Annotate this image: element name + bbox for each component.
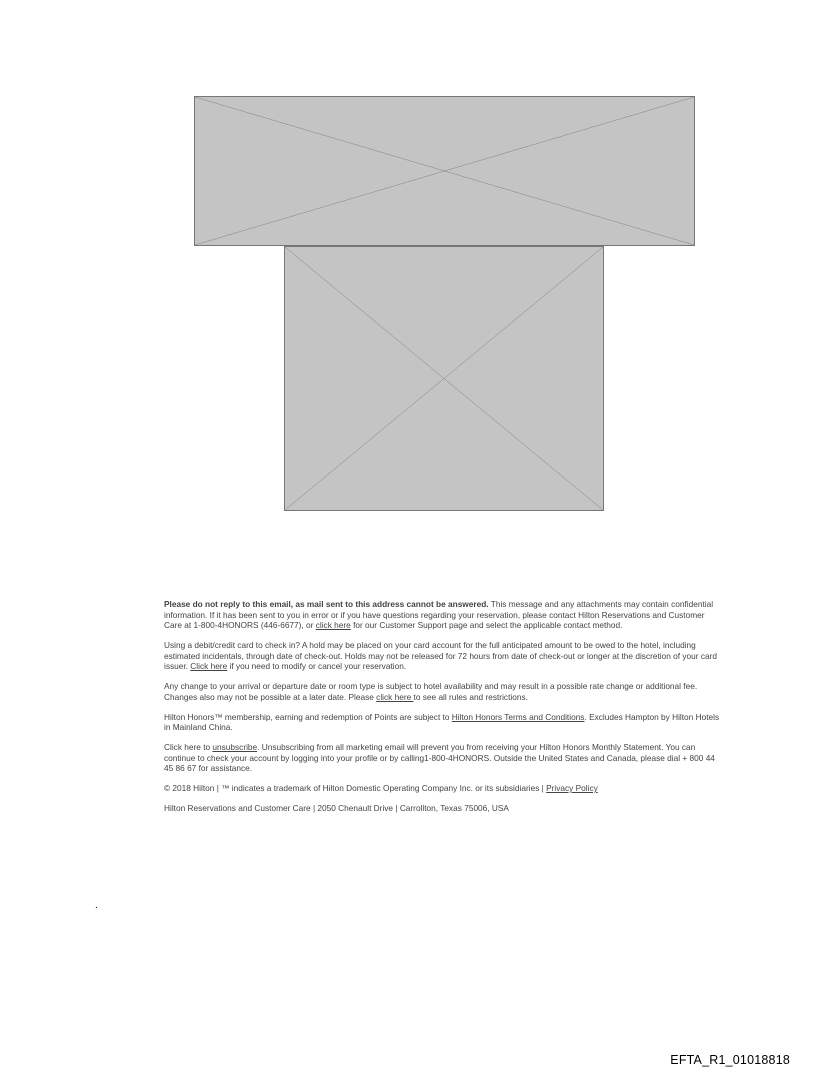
unsubscribe-link[interactable]: unsubscribe <box>212 742 258 752</box>
card-hold-text: Using a debit/credit card to check in? A hold may be placed on your card account for the full anticipated amount to be owed to the hotel, including estimated incidentals, through date of check-out. Holds may not be released for 72 hours from date of check-out or longer at the discretion of your card issuer. <box>164 640 717 671</box>
customer-support-link[interactable]: click here <box>315 620 351 630</box>
banner-image-placeholder <box>194 96 695 246</box>
honors-terms-link[interactable]: Hilton Honors Terms and Conditions <box>451 711 585 722</box>
unsubscribe-notice <box>164 742 724 774</box>
card-hold-text-end: if you need to modify or cancel your reservation. <box>227 661 407 671</box>
privacy-policy-link[interactable]: Privacy Policy <box>546 783 598 793</box>
document-id: EFTA_R1_01018818 <box>670 1053 790 1067</box>
change-policy-text: Any change to your arrival or departure date or room type is subject to hotel availability and may result in a possible rate change or additional fee. Changes also may not be possible at a later date. Please <box>164 681 698 702</box>
honors-terms-text: Hilton Honors™ membership, earning and redemption of Points are subject to <box>164 711 452 722</box>
hero-image-placeholder <box>284 246 604 511</box>
no-reply-notice <box>164 599 724 631</box>
broken-image-icon <box>285 247 603 510</box>
address-line: Hilton Reservations and Customer Care | 2050 Chenault Drive | Carrollton, Texas 75006, USA <box>164 803 509 813</box>
rules-restrictions-link[interactable]: click here <box>376 691 414 702</box>
change-policy-notice <box>164 681 724 702</box>
copyright-text: © 2018 Hilton | ™ indicates a trademark of Hilton Domestic Operating Company Inc. or its subsidiaries | <box>164 783 547 793</box>
honors-terms-text-end: . Excludes Hampton by Hilton Hotels in Mainland China. <box>164 711 720 732</box>
card-hold-notice <box>164 640 724 672</box>
unsubscribe-text: Click here to <box>164 742 213 752</box>
copyright-line <box>164 783 724 794</box>
no-reply-text-end: for our Customer Support page and select the applicable contact method. <box>350 620 623 630</box>
change-policy-text-end: to see all rules and restrictions. <box>413 691 528 702</box>
honors-terms-notice <box>164 712 724 733</box>
modify-reservation-link[interactable]: Click here <box>190 661 228 671</box>
stray-mark: . <box>95 900 98 911</box>
no-reply-text: This message and any attachments may contain confidential information. If it has been sent to you in error or if you have questions regarding your reservation, please contact Hilton Reservations and Customer Care at 1-800-4HONORS (446-6677), or <box>164 599 714 630</box>
no-reply-bold: Please do not reply to this email, as mail sent to this address cannot be answered. <box>164 599 489 609</box>
unsubscribe-text-end: . Unsubscribing from all marketing email will prevent you from receiving your Hilton Honors Monthly Statement. You can continue to check your account by logging into your profile or by calling1-800-4HONORS. Outside the United States and Canada, please dial + 800 44 45 86 67 for assistance. <box>164 742 715 773</box>
broken-image-icon <box>195 97 694 245</box>
email-footer <box>164 599 724 823</box>
